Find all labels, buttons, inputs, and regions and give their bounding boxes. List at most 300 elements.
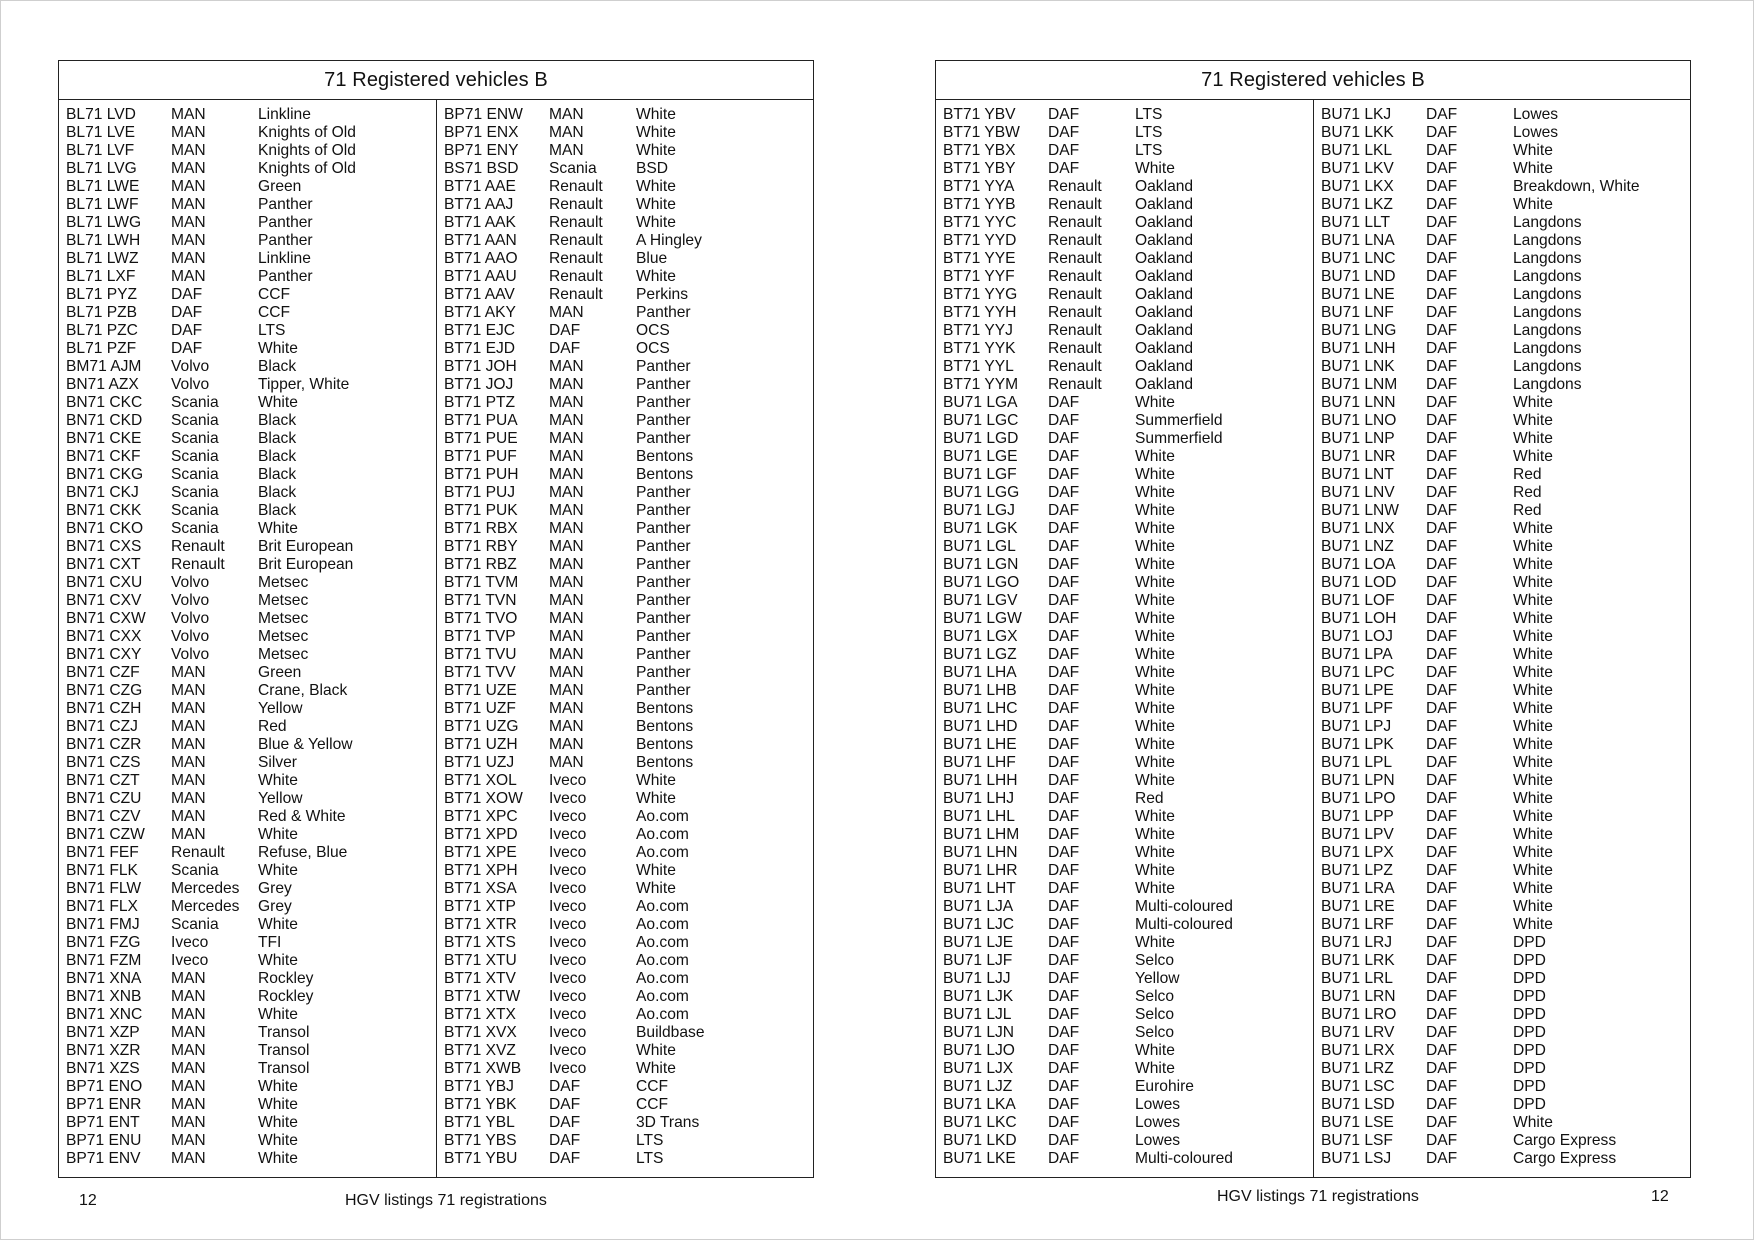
registration-cell: BU71 LPC [1321,664,1395,681]
registration-cell: BN71 CXX [66,628,142,645]
make-cell: DAF [1426,682,1458,699]
table-row [936,1114,1313,1132]
operator-cell: Eurohire [1135,1078,1194,1095]
registration-cell: BU71 LJL [943,1006,1012,1023]
make-cell: DAF [171,304,203,321]
make-cell: DAF [549,1078,581,1095]
operator-cell: Langdons [1513,322,1582,339]
registration-cell: BU71 LPE [1321,682,1394,699]
registration-cell: BN71 CXU [66,574,143,591]
table-row [59,1060,436,1078]
table-row [59,106,436,124]
registration-cell: BU71 LPF [1321,700,1393,717]
registration-cell: BT71 YYC [943,214,1017,231]
registration-cell: BU71 LSF [1321,1132,1393,1149]
operator-cell: White [1135,700,1175,717]
table-row [437,466,814,484]
operator-cell: Ao.com [636,826,689,843]
make-cell: DAF [1048,1096,1080,1113]
table-row [1314,322,1691,340]
operator-cell: White [1135,610,1175,627]
make-cell: Volvo [171,628,210,645]
operator-cell: Summerfield [1135,430,1223,447]
make-cell: Scania [171,862,219,879]
make-cell: Scania [171,448,219,465]
operator-cell: Panther [636,304,691,321]
table-row [59,286,436,304]
make-cell: DAF [1426,646,1458,663]
registration-cell: BU71 LNG [1321,322,1397,339]
registration-cell: BN71 AZX [66,376,139,393]
table-row [59,790,436,808]
operator-cell: Red [1513,466,1542,483]
operator-cell: White [1135,538,1175,555]
make-cell: Renault [549,178,603,195]
make-cell: DAF [1048,610,1080,627]
table-row [59,718,436,736]
make-cell: Renault [1048,232,1102,249]
operator-cell: Metsec [258,646,309,663]
make-cell: Iveco [549,790,587,807]
make-cell: MAN [171,970,206,987]
registration-cell: BU71 LNX [1321,520,1395,537]
operator-cell: Oakland [1135,376,1194,393]
operator-cell: Metsec [258,628,309,645]
table-row [437,808,814,826]
operator-cell: LTS [1135,106,1163,123]
make-cell: DAF [1048,826,1080,843]
table-row [59,322,436,340]
registration-cell: BL71 PZF [66,340,137,357]
make-cell: DAF [1048,1060,1080,1077]
registration-cell: BL71 LWZ [66,250,139,267]
operator-cell: Langdons [1513,214,1582,231]
make-cell: Volvo [171,610,210,627]
table-row [936,448,1313,466]
make-cell: DAF [1426,520,1458,537]
operator-cell: White [636,1042,676,1059]
registration-cell: BU71 LHC [943,700,1018,717]
table-row [936,844,1313,862]
make-cell: DAF [1048,592,1080,609]
registration-cell: BN71 XZS [66,1060,140,1077]
table-row [59,1132,436,1150]
table-row [936,484,1313,502]
table-row [1314,556,1691,574]
registration-cell: BL71 LVE [66,124,136,141]
operator-cell: White [1135,448,1175,465]
make-cell: DAF [1048,1114,1080,1131]
make-cell: DAF [1426,1006,1458,1023]
table-row [1314,394,1691,412]
table-row [1314,628,1691,646]
table-row [437,106,814,124]
registration-cell: BT71 YYA [943,178,1015,195]
table-row [437,1096,814,1114]
operator-cell: Black [258,484,297,501]
right-page-column-2 [1314,100,1691,1177]
make-cell: MAN [549,484,584,501]
operator-cell: Multi-coloured [1135,898,1233,915]
registration-cell: BT71 YBV [943,106,1016,123]
make-cell: DAF [1426,412,1458,429]
make-cell: DAF [1048,574,1080,591]
operator-cell: White [1135,862,1175,879]
table-row [1314,682,1691,700]
make-cell: DAF [549,1150,581,1167]
make-cell: MAN [549,682,584,699]
registration-cell: BN71 XNB [66,988,142,1005]
make-cell: DAF [1048,970,1080,987]
operator-cell: White [1135,502,1175,519]
left-page-footer-text: HGV listings 71 registrations [345,1192,547,1209]
registration-cell: BU71 LRK [1321,952,1395,969]
registration-cell: BN71 CXV [66,592,142,609]
operator-cell: White [1135,394,1175,411]
operator-cell: Langdons [1513,340,1582,357]
make-cell: DAF [1048,754,1080,771]
make-cell: Renault [1048,340,1102,357]
registration-cell: BT71 XPC [444,808,518,825]
table-row [1314,196,1691,214]
table-row [1314,610,1691,628]
registration-cell: BT71 TVN [444,592,517,609]
make-cell: DAF [1426,664,1458,681]
table-row [59,754,436,772]
make-cell: DAF [1426,826,1458,843]
make-cell: Renault [1048,358,1102,375]
operator-cell: Knights of Old [258,142,356,159]
table-row [936,502,1313,520]
left-page-panel [58,60,814,1178]
table-row [59,862,436,880]
table-row [437,934,814,952]
table-row [936,160,1313,178]
operator-cell: Perkins [636,286,688,303]
registration-cell: BN71 CZH [66,700,142,717]
table-row [59,772,436,790]
make-cell: DAF [1048,556,1080,573]
make-cell: DAF [1426,718,1458,735]
table-row [936,952,1313,970]
operator-cell: Oakland [1135,178,1194,195]
table-row [1314,1096,1691,1114]
registration-cell: BN71 XNA [66,970,142,987]
operator-cell: White [1135,646,1175,663]
operator-cell: Black [258,412,297,429]
registration-cell: BT71 XTP [444,898,516,915]
operator-cell: White [1513,808,1553,825]
registration-cell: BU71 LPP [1321,808,1394,825]
table-row [59,808,436,826]
make-cell: Renault [549,250,603,267]
table-row [437,250,814,268]
table-row [1314,826,1691,844]
operator-cell: White [1513,574,1553,591]
make-cell: DAF [1426,484,1458,501]
make-cell: DAF [1048,1078,1080,1095]
operator-cell: Panther [636,358,691,375]
make-cell: MAN [549,142,584,159]
table-row [59,844,436,862]
registration-cell: BU71 LNE [1321,286,1395,303]
table-row [936,538,1313,556]
make-cell: DAF [1426,430,1458,447]
registration-cell: BU71 LKJ [1321,106,1392,123]
operator-cell: Grey [258,898,292,915]
registration-cell: BP71 ENX [444,124,519,141]
table-row [437,664,814,682]
operator-cell: White [1513,862,1553,879]
registration-cell: BU71 LHR [943,862,1018,879]
registration-cell: BN71 FZG [66,934,141,951]
registration-cell: BT71 UZG [444,718,519,735]
make-cell: Iveco [549,1060,587,1077]
operator-cell: White [1135,664,1175,681]
table-row [936,862,1313,880]
registration-cell: BN71 CZW [66,826,145,843]
table-row [1314,376,1691,394]
make-cell: Renault [1048,286,1102,303]
registration-cell: BU71 LGJ [943,502,1015,519]
operator-cell: Red [1135,790,1164,807]
operator-cell: White [636,268,676,285]
make-cell: DAF [1426,1150,1458,1167]
registration-cell: BT71 RBX [444,520,518,537]
table-row [936,1078,1313,1096]
operator-cell: White [636,214,676,231]
operator-cell: DPD [1513,1060,1546,1077]
table-row [437,718,814,736]
registration-cell: BU71 LOD [1321,574,1397,591]
table-row [1314,286,1691,304]
operator-cell: Panther [636,682,691,699]
make-cell: DAF [1426,790,1458,807]
registration-cell: BU71 LNN [1321,394,1396,411]
make-cell: Iveco [171,934,209,951]
table-row [1314,898,1691,916]
operator-cell: White [1513,520,1553,537]
table-row [59,736,436,754]
operator-cell: Linkline [258,106,311,123]
table-row [1314,844,1691,862]
registration-cell: BU71 LNP [1321,430,1395,447]
table-row [1314,430,1691,448]
operator-cell: LTS [258,322,286,339]
registration-cell: BT71 YYF [943,268,1015,285]
registration-cell: BN71 CKD [66,412,143,429]
operator-cell: White [1135,1060,1175,1077]
make-cell: Iveco [549,952,587,969]
make-cell: DAF [549,1096,581,1113]
operator-cell: White [1513,664,1553,681]
table-row [59,250,436,268]
table-row [936,772,1313,790]
make-cell: MAN [549,700,584,717]
make-cell: DAF [1426,178,1458,195]
table-row [59,700,436,718]
operator-cell: White [1135,880,1175,897]
operator-cell: Panther [636,394,691,411]
table-row [936,556,1313,574]
operator-cell: Langdons [1513,286,1582,303]
table-row [936,1096,1313,1114]
registration-cell: BU71 LRN [1321,988,1396,1005]
make-cell: DAF [1426,736,1458,753]
operator-cell: White [258,1114,298,1131]
registration-cell: BN71 CKO [66,520,144,537]
operator-cell: White [258,1006,298,1023]
table-row [1314,880,1691,898]
table-row [437,394,814,412]
registration-cell: BN71 FEF [66,844,139,861]
operator-cell: Cargo Express [1513,1132,1617,1149]
table-row [437,772,814,790]
operator-cell: Ao.com [636,1006,689,1023]
make-cell: Renault [549,268,603,285]
operator-cell: White [636,790,676,807]
table-row [936,250,1313,268]
make-cell: Iveco [549,1042,587,1059]
table-row [936,916,1313,934]
table-row [437,826,814,844]
table-row [437,628,814,646]
make-cell: Iveco [549,916,587,933]
registration-cell: BU71 LPN [1321,772,1395,789]
operator-cell: Selco [1135,1024,1175,1041]
table-row [1314,304,1691,322]
operator-cell: White [1513,718,1553,735]
make-cell: Renault [1048,214,1102,231]
operator-cell: Ao.com [636,844,689,861]
make-cell: DAF [549,1114,581,1131]
registration-cell: BN71 CZV [66,808,141,825]
right-page-footer-text: HGV listings 71 registrations [1217,1188,1419,1205]
registration-cell: BT71 YYK [943,340,1016,357]
table-row [59,610,436,628]
operator-cell: Yellow [258,790,303,807]
registration-cell: BU71 LJK [943,988,1014,1005]
operator-cell: White [258,772,298,789]
registration-cell: BT71 PUE [444,430,518,447]
table-row [59,1042,436,1060]
table-row [936,1132,1313,1150]
table-row [437,1042,814,1060]
table-row [936,736,1313,754]
operator-cell: Yellow [1135,970,1180,987]
operator-cell: DPD [1513,1024,1546,1041]
table-row [59,628,436,646]
operator-cell: White [1513,1114,1553,1131]
table-row [437,556,814,574]
operator-cell: Lowes [1513,106,1559,123]
operator-cell: Green [258,664,302,681]
table-row [59,592,436,610]
operator-cell: CCF [636,1078,669,1095]
table-row [437,952,814,970]
make-cell: DAF [1048,484,1080,501]
operator-cell: Ao.com [636,934,689,951]
make-cell: Scania [171,484,219,501]
make-cell: MAN [171,1042,206,1059]
operator-cell: Red & White [258,808,346,825]
registration-cell: BN71 CKC [66,394,143,411]
registration-cell: BT71 AAU [444,268,517,285]
registration-cell: BU71 LKV [1321,160,1394,177]
registration-cell: BN71 XZR [66,1042,141,1059]
table-row [936,1006,1313,1024]
make-cell: DAF [1048,646,1080,663]
registration-cell: BU71 LNR [1321,448,1396,465]
make-cell: Renault [1048,178,1102,195]
registration-cell: BT71 UZF [444,700,516,717]
operator-cell: Rockley [258,988,314,1005]
table-row [1314,448,1691,466]
make-cell: DAF [1048,106,1080,123]
table-row [1314,664,1691,682]
registration-cell: BU71 LHF [943,754,1016,771]
operator-cell: White [636,772,676,789]
make-cell: DAF [1426,988,1458,1005]
registration-cell: BT71 YBJ [444,1078,514,1095]
operator-cell: White [1135,934,1175,951]
registration-cell: BL71 PZB [66,304,138,321]
registration-cell: BU71 LKX [1321,178,1394,195]
make-cell: DAF [1426,1132,1458,1149]
registration-cell: BU71 LGO [943,574,1020,591]
operator-cell: Silver [258,754,297,771]
registration-cell: BU71 LHM [943,826,1020,843]
table-row [936,1024,1313,1042]
operator-cell: White [1513,898,1553,915]
operator-cell: White [258,340,298,357]
make-cell: MAN [171,250,206,267]
make-cell: MAN [171,808,206,825]
registration-cell: BL71 LVF [66,142,135,159]
table-row [437,340,814,358]
registration-cell: BP71 ENV [66,1150,141,1167]
make-cell: DAF [1426,628,1458,645]
registration-cell: BT71 XPE [444,844,517,861]
operator-cell: White [258,1132,298,1149]
operator-cell: White [1513,628,1553,645]
right-page-number: 12 [1651,1188,1669,1205]
registration-cell: BL71 LWH [66,232,141,249]
operator-cell: Bentons [636,700,694,717]
registration-cell: BU71 LNK [1321,358,1395,375]
registration-cell: BT71 TVO [444,610,518,627]
registration-cell: BU71 LKE [943,1150,1016,1167]
table-row [437,520,814,538]
registration-cell: BU71 LRE [1321,898,1395,915]
table-row [437,754,814,772]
registration-cell: BU71 LJA [943,898,1014,915]
make-cell: MAN [171,718,206,735]
registration-cell: BU71 LRL [1321,970,1393,987]
registration-cell: BU71 LRV [1321,1024,1395,1041]
registration-cell: BU71 LGC [943,412,1019,429]
operator-cell: White [1135,682,1175,699]
registration-cell: BU71 LGD [943,430,1019,447]
make-cell: DAF [1048,952,1080,969]
make-cell: MAN [171,736,206,753]
registration-cell: BN71 FLW [66,880,142,897]
table-row [936,610,1313,628]
right-page-panel [935,60,1691,1178]
table-row [936,1042,1313,1060]
operator-cell: White [1135,754,1175,771]
table-row [936,322,1313,340]
